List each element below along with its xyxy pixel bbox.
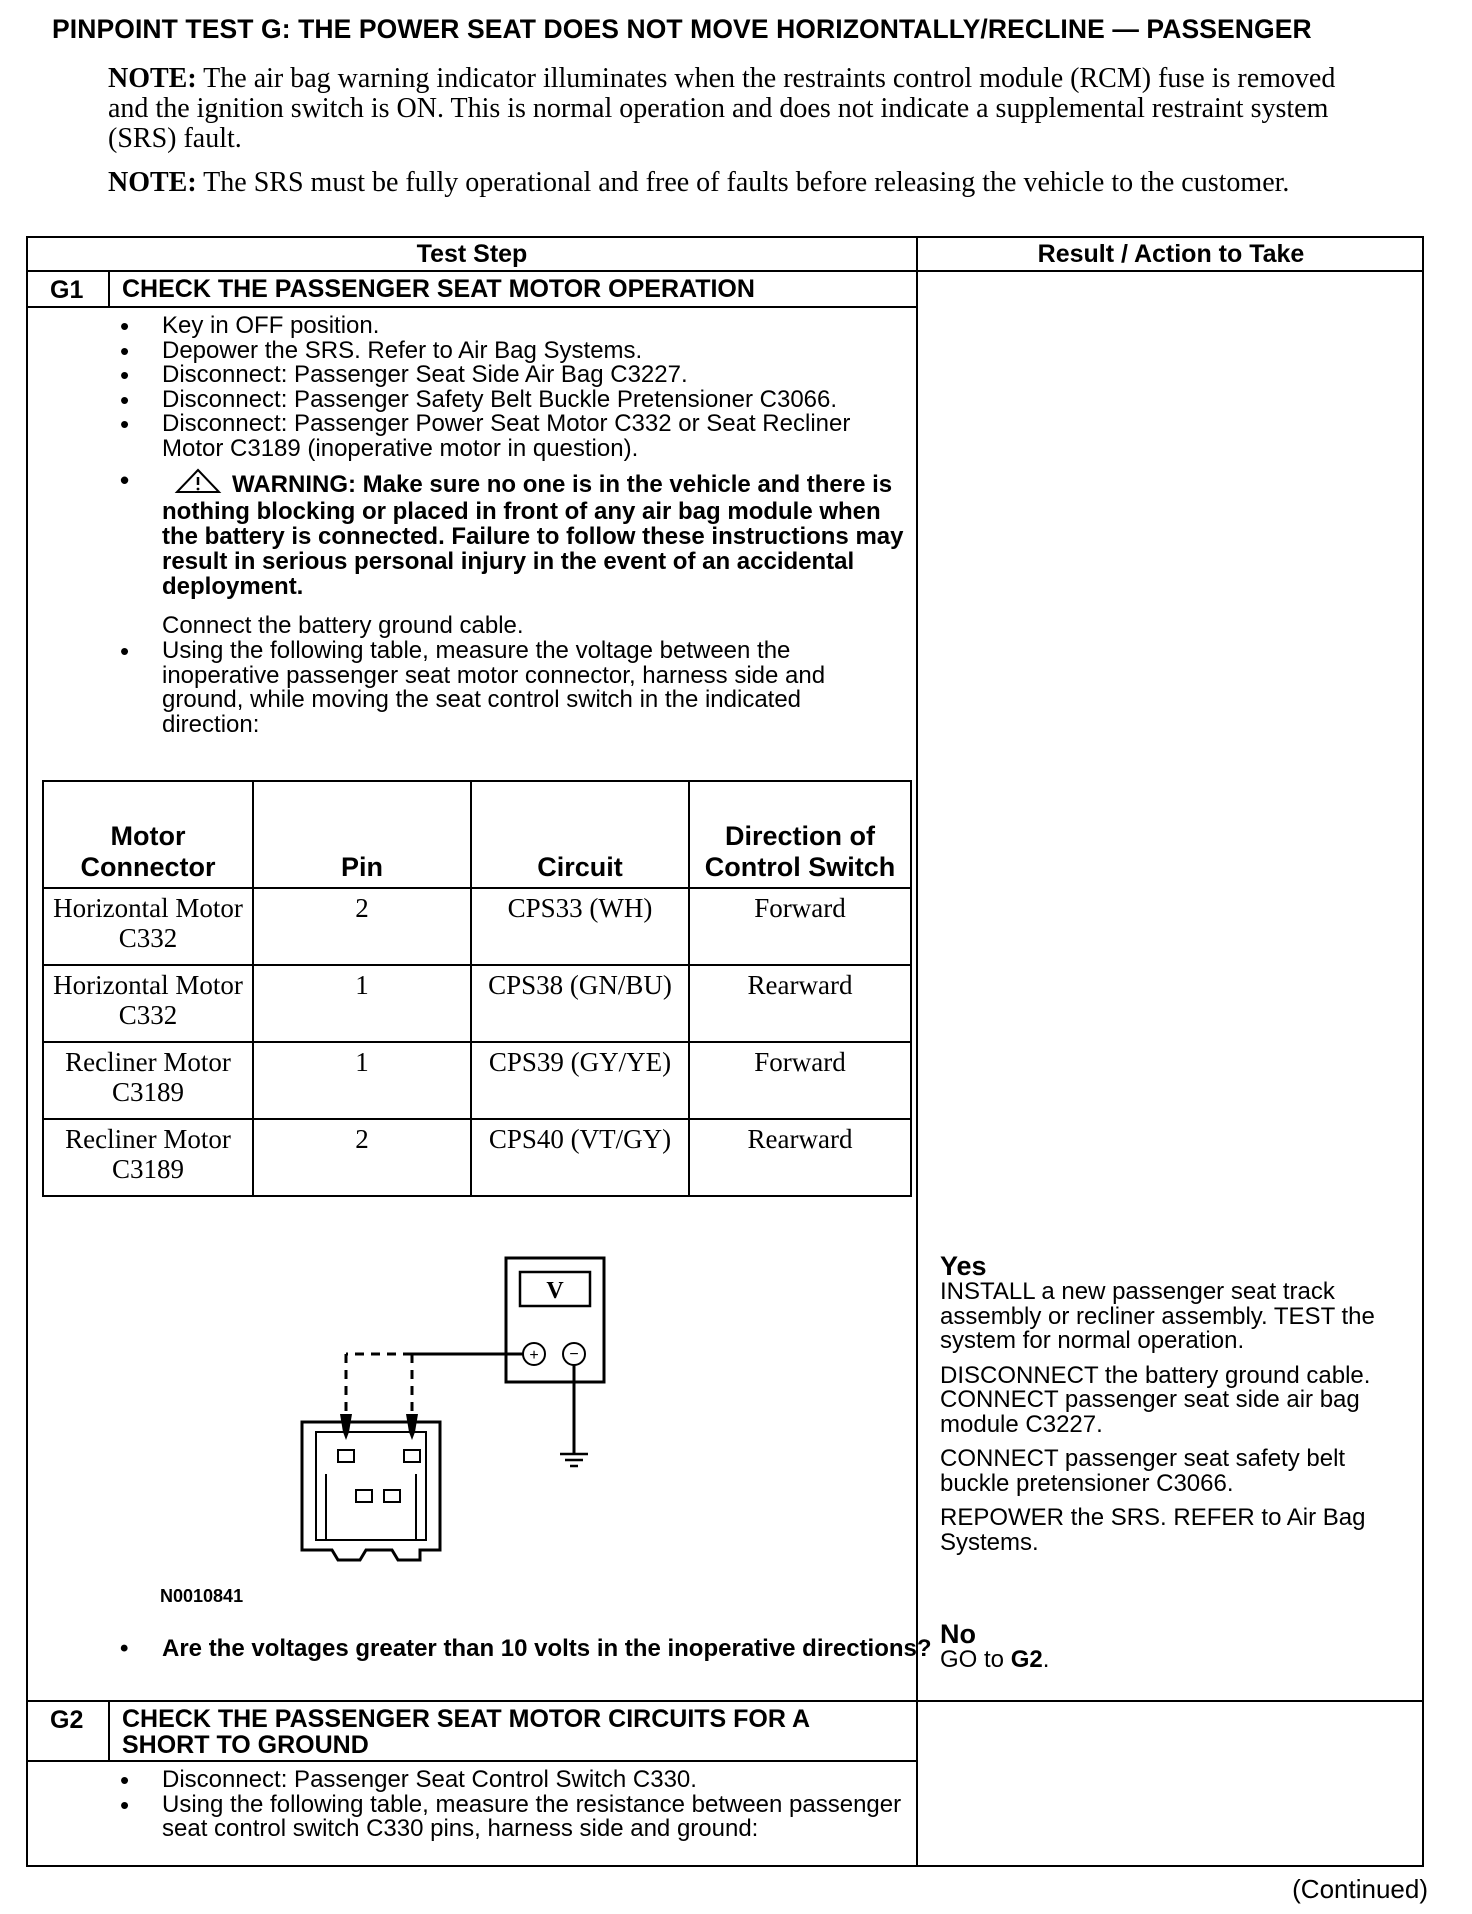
g1-no-result: [940, 1620, 1410, 1673]
column-divider: [916, 236, 918, 1867]
list-item: • Key in OFF position.: [120, 314, 910, 339]
cell-connector: Recliner Motor C3189: [43, 1042, 253, 1119]
cell-connector: Recliner Motor C3189: [43, 1119, 253, 1196]
col-pin: Pin: [253, 781, 471, 888]
list-item: • Depower the SRS. Refer to Air Bag Systems.: [120, 339, 910, 364]
cell-connector: Horizontal Motor C332: [43, 965, 253, 1042]
warning-triangle-icon: [174, 468, 222, 499]
cell-circuit: CPS40 (VT/GY): [471, 1119, 689, 1196]
continued-label: (Continued): [1292, 1874, 1428, 1904]
list-item: • Disconnect: Passenger Safety Belt Buckle Pretensioner C3066.: [120, 388, 910, 413]
connector-table: [42, 780, 912, 1197]
voltmeter-diagram: [280, 1254, 620, 1579]
step-id-g1: G1: [50, 276, 84, 304]
yes-action: REPOWER the SRS. REFER to Air Bag Systems.: [940, 1504, 1366, 1556]
step-separator: [26, 1700, 1424, 1702]
step-id-g2: G2: [50, 1706, 84, 1734]
g1-measure-list: [120, 639, 890, 737]
g1-question: • Are the voltages greater than 10 volts in the inoperative directions?: [120, 1636, 932, 1661]
figure-id: N0010841: [160, 1586, 244, 1606]
g1-yes-result: [940, 1252, 1410, 1565]
list-item: • Using the following table, measure the resistance between passenger seat control switch C330 pins, harness side and ground:: [120, 1793, 910, 1842]
step-title-g1: CHECK THE PASSENGER SEAT MOTOR OPERATION: [122, 275, 755, 303]
list-item: • Disconnect: Passenger Seat Side Air Bag C3227.: [120, 363, 910, 388]
table-row: [43, 965, 911, 1042]
note-text: The air bag warning indicator illuminates when the restraints control module (RCM) fuse is removed and the ignition switch is ON. This is normal operation and does not indicate a supplemental restraint system (SRS) fault.: [108, 63, 1336, 154]
list-item: • Disconnect: Passenger Power Seat Motor C332 or Seat Recliner Motor C3189 (inoperative motor in question).: [120, 412, 910, 461]
cell-direction: Forward: [689, 888, 911, 965]
step-title-separator: [26, 306, 916, 308]
note-label: NOTE:: [108, 63, 197, 94]
yes-action: CONNECT passenger seat safety belt buckle pretensioner C3066.: [940, 1445, 1346, 1497]
list-item: • Using the following table, measure the voltage between the inoperative passenger seat motor connector, harness side and ground, while moving the seat control switch in the indicated direction:: [120, 639, 890, 737]
page-title: PINPOINT TEST G: THE POWER SEAT DOES NOT MOVE HORIZONTALLY/RECLINE — PASSENGER: [52, 14, 1312, 44]
no-action: GO to G2.: [940, 1646, 1050, 1673]
note-text: The SRS must be fully operational and free of faults before releasing the vehicle to the customer.: [196, 167, 1290, 198]
warning-item: [120, 468, 910, 599]
cell-pin: 2: [253, 1119, 471, 1196]
cell-circuit: CPS39 (GY/YE): [471, 1042, 689, 1119]
col-direction: Direction of Control Switch: [689, 781, 911, 888]
list-item: • Disconnect: Passenger Seat Control Switch C330.: [120, 1768, 910, 1793]
warning-text: WARNING: Make sure no one is in the vehicle and there is nothing blocking or placed in front of any air bag module when the battery is connected. Failure to follow these instructions may result in serious personal injury in the event of an accidental deployment.: [162, 471, 904, 600]
cell-pin: 1: [253, 965, 471, 1042]
svg-text:+: +: [529, 1347, 539, 1364]
header-result-action: Result / Action to Take: [1037, 240, 1305, 268]
meter-display-label: V: [546, 1278, 564, 1304]
note-rcm-fuse: [108, 64, 1353, 154]
cell-pin: 2: [253, 888, 471, 965]
header-test-step: Test Step: [416, 240, 528, 268]
g1-warning-list: [120, 468, 910, 599]
cell-circuit: CPS33 (WH): [471, 888, 689, 965]
cell-direction: Rearward: [689, 1119, 911, 1196]
step-title-g2: CHECK THE PASSENGER SEAT MOTOR CIRCUITS FOR A SHORT TO GROUND: [122, 1705, 810, 1759]
yes-label: Yes: [940, 1251, 987, 1281]
col-circuit: Circuit: [471, 781, 689, 888]
note-label: NOTE:: [108, 167, 197, 198]
table-row: [43, 1042, 911, 1119]
no-action-target: G2: [1010, 1646, 1043, 1673]
table-row: [43, 1119, 911, 1196]
cell-direction: Rearward: [689, 965, 911, 1042]
cell-pin: 1: [253, 1042, 471, 1119]
yes-action: INSTALL a new passenger seat track assembly or recliner assembly. TEST the system for normal operation.: [940, 1278, 1375, 1354]
cell-connector: Horizontal Motor C332: [43, 888, 253, 965]
svg-text:−: −: [569, 1346, 579, 1363]
g2-bullet-list: [120, 1768, 910, 1842]
header-separator: [26, 270, 1424, 272]
note-srs-operational: [108, 168, 1353, 198]
connect-ground-text: Connect the battery ground cable.: [162, 612, 524, 639]
step-id-divider: [108, 272, 110, 308]
step-id-divider: [108, 1702, 110, 1762]
col-motor-connector: Motor Connector: [43, 781, 253, 888]
yes-action: DISCONNECT the battery ground cable. CONNECT passenger seat side air bag module C3227.: [940, 1361, 1371, 1438]
no-label: No: [940, 1619, 976, 1649]
cell-circuit: CPS38 (GN/BU): [471, 965, 689, 1042]
step-title-separator: [26, 1760, 916, 1762]
table-row: [43, 888, 911, 965]
cell-direction: Forward: [689, 1042, 911, 1119]
g1-bullet-list: [120, 314, 910, 461]
connector-table-header: [43, 781, 911, 888]
